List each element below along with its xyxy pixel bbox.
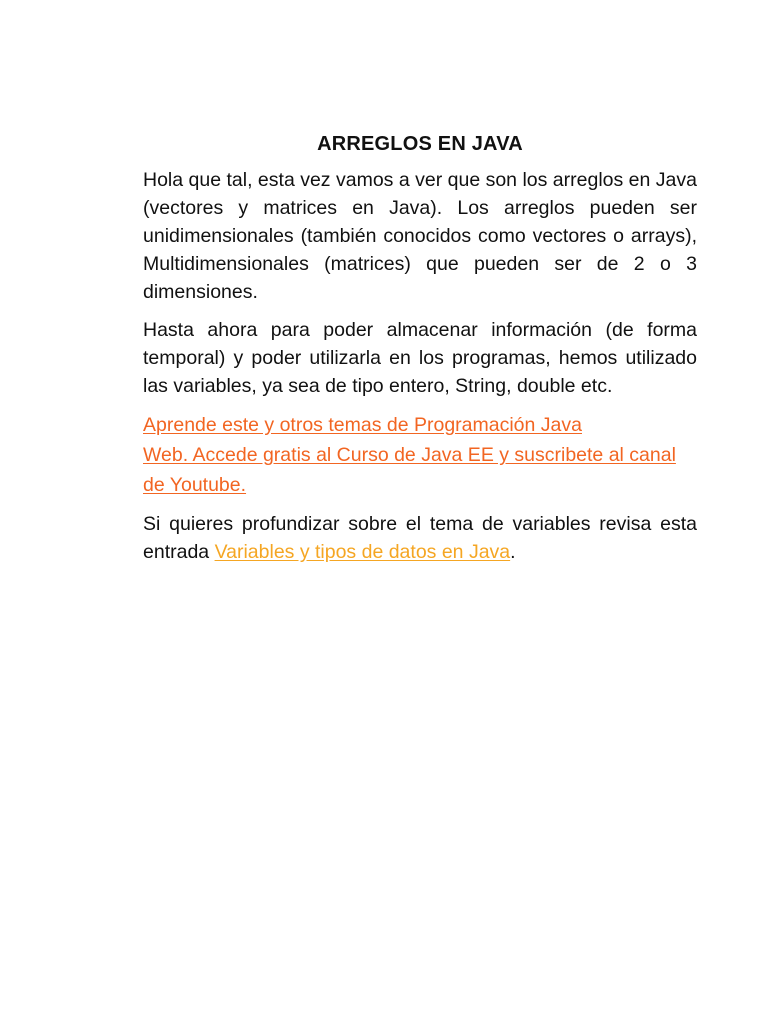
- promo-link-line-3[interactable]: de Youtube.: [143, 474, 247, 496]
- further-reading-paragraph: [143, 510, 697, 566]
- promo-link-block: [143, 410, 697, 500]
- promo-link-line-2[interactable]: Web. Accede gratis al Curso de Java EE y suscribete al canal: [143, 444, 676, 466]
- further-reading-prefix: Si quieres profundizar sobre el tema de variables revisa esta entrada: [143, 513, 697, 563]
- promo-link-line-1[interactable]: Aprende este y otros temas de Programación Java: [143, 414, 582, 436]
- document-body: [143, 130, 697, 576]
- variables-paragraph: Hasta ahora para poder almacenar información (de forma temporal) y poder utilizarla en los programas, hemos utilizado las variables, ya sea de tipo entero, String, double etc.: [143, 319, 697, 397]
- variables-article-link[interactable]: Variables y tipos de datos en Java: [214, 541, 511, 563]
- intro-paragraph: Hola que tal, esta vez vamos a ver que son los arreglos en Java (vectores y matrices en Java). Los arreglos pueden ser unidimensionales (también conocidos como vectores o arrays), Multidimensionales (matrices) que pueden ser de 2 o 3 dimensiones.: [143, 169, 697, 303]
- further-reading-suffix: .: [510, 541, 516, 563]
- page-title: ARREGLOS EN JAVA: [317, 133, 523, 155]
